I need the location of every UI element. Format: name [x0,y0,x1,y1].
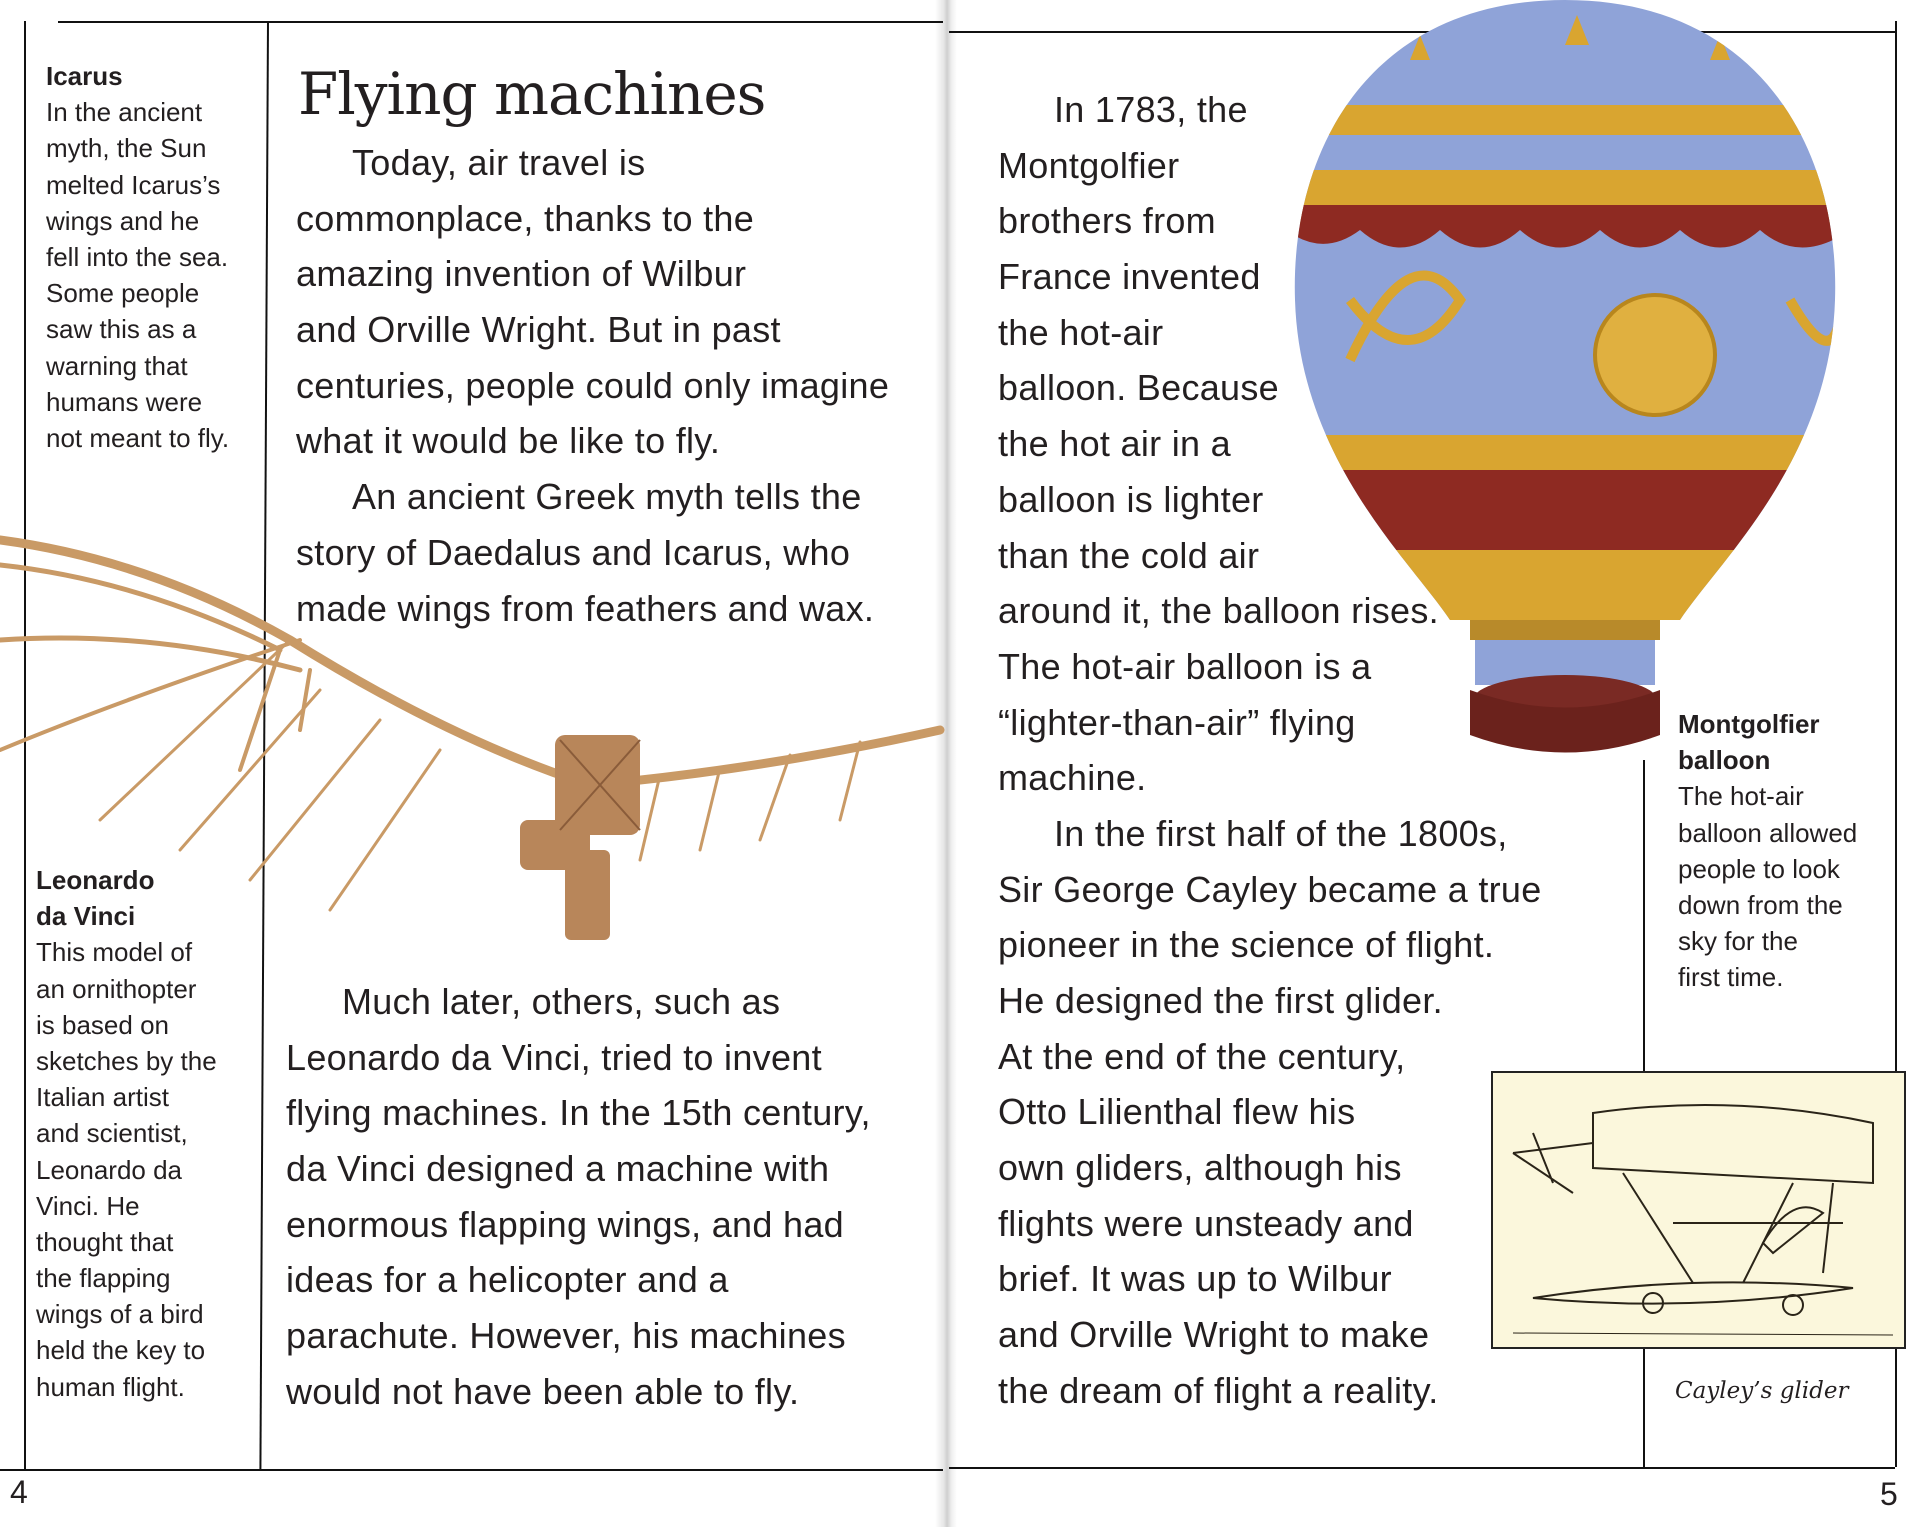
text-line: In 1783, the [1054,89,1248,130]
text-line: brief. It was up to Wilbur [998,1258,1392,1300]
text-line: thought that [36,1226,174,1257]
text-line: down from the [1678,889,1843,920]
text-line: France invented [998,256,1261,298]
text-line: Today, air travel is [352,142,646,183]
caption-heading: Icarus [46,61,123,91]
text-line: Otto Lilienthal flew his [998,1091,1356,1133]
page-title: Flying machines [298,60,766,128]
text-line: warning that [46,350,188,381]
text-line: wings of a bird [36,1299,204,1330]
text-line: sky for the [1678,926,1798,957]
text-line: the hot air in a [998,423,1231,465]
text-line: an ornithopter [36,973,197,1004]
text-line: At the end of the century, [998,1035,1406,1077]
text-line: In the ancient [46,97,203,128]
text-line: machine. [998,757,1147,799]
text-line: An ancient Greek myth tells the [352,476,862,518]
text-line: first time. [1678,962,1784,993]
text-line: and Orville Wright. But in past [296,309,781,351]
text-line: around it, the balloon rises. [998,590,1439,632]
text-line: saw this as a [46,314,197,345]
text-line: He designed the first glider. [998,980,1443,1021]
caption-heading: Leonardo [36,865,155,895]
text-line: Vinci. He [36,1190,140,1221]
text-line: parachute. However, his machines [286,1315,846,1357]
text-line: balloon. Because [998,367,1280,409]
text-line: This model of [36,937,193,968]
text-line: da Vinci designed a machine with [286,1148,830,1190]
icarus-caption [46,58,229,456]
text-line: would not have been able to fly. [286,1370,800,1412]
text-line: commonplace, thanks to the [296,197,755,239]
text-line: held the key to [36,1335,206,1366]
text-line: enormous flapping wings, and had [286,1203,844,1245]
text-line: The hot-air balloon is a [998,645,1372,687]
text-line: In the first half of the 1800s, [1054,812,1508,854]
text-line: Italian artist [36,1082,169,1113]
text-line: brothers from [998,200,1216,242]
text-line: the flapping [36,1263,171,1294]
text-line: people to look [1678,853,1840,884]
ornithopter-model-image [0,520,945,960]
right-page-bottom-rule [949,1467,1895,1469]
text-line: balloon allowed [1678,817,1858,848]
text-line: ideas for a helicopter and a [286,1259,729,1301]
text-line: and Orville Wright to make [998,1314,1430,1356]
text-line: fell into the sea. [46,241,229,272]
page-number-right: 5 [1880,1476,1898,1512]
text-line: the hot-air [998,311,1164,353]
text-line: flying machines. In the 15th century, [286,1092,871,1134]
text-line: flights were unsteady and [998,1202,1414,1244]
text-line: The hot-air [1678,781,1804,812]
text-line: centuries, people could only imagine [296,364,890,406]
text-line: story of Daedalus and Icarus, who [296,531,851,573]
text-line: made wings from feathers and wax. [296,587,875,629]
text-line: own gliders, although his [998,1147,1402,1189]
text-line: melted Icarus’s [46,169,221,200]
text-line: and scientist, [36,1118,188,1149]
text-line: Leonardo da Vinci, tried to invent [286,1036,822,1078]
text-line: is based on [36,1009,169,1040]
montgolfier-balloon-image [1280,0,1850,780]
text-line: wings and he [46,205,200,236]
text-line: what it would be like to fly. [296,420,721,462]
caption-heading: balloon [1678,745,1771,776]
text-line: amazing invention of Wilbur [296,253,747,295]
text-line: pioneer in the science of flight. [998,924,1495,966]
text-line: “lighter-than-air” flying [998,701,1356,743]
text-line: myth, the Sun [46,133,207,164]
caption-heading: Montgolfier [1678,709,1820,739]
text-line: humans were [46,386,203,417]
text-line: not meant to fly. [46,422,230,453]
text-line: Much later, others, such as [342,981,781,1022]
left-page-top-rule [58,21,943,23]
text-line: human flight. [36,1371,185,1402]
text-line: Some people [46,278,200,309]
page-number-left: 4 [10,1474,28,1510]
text-line: sketches by the [36,1045,217,1076]
text-line: Sir George Cayley became a true [998,868,1542,910]
left-page-bottom-rule [0,1469,943,1471]
text-line: than the cold air [998,534,1260,576]
cayley-glider-image [1491,1071,1906,1349]
text-line: Leonardo da [36,1154,183,1185]
text-line: the dream of flight a reality. [998,1369,1439,1411]
caption-heading: da Vinci [36,901,136,932]
text-line: balloon is lighter [998,478,1264,520]
leonardo-paragraph [286,974,871,1420]
glider-caption: Cayley’s glider [1675,1378,1849,1404]
text-line: Montgolfier [998,144,1180,186]
